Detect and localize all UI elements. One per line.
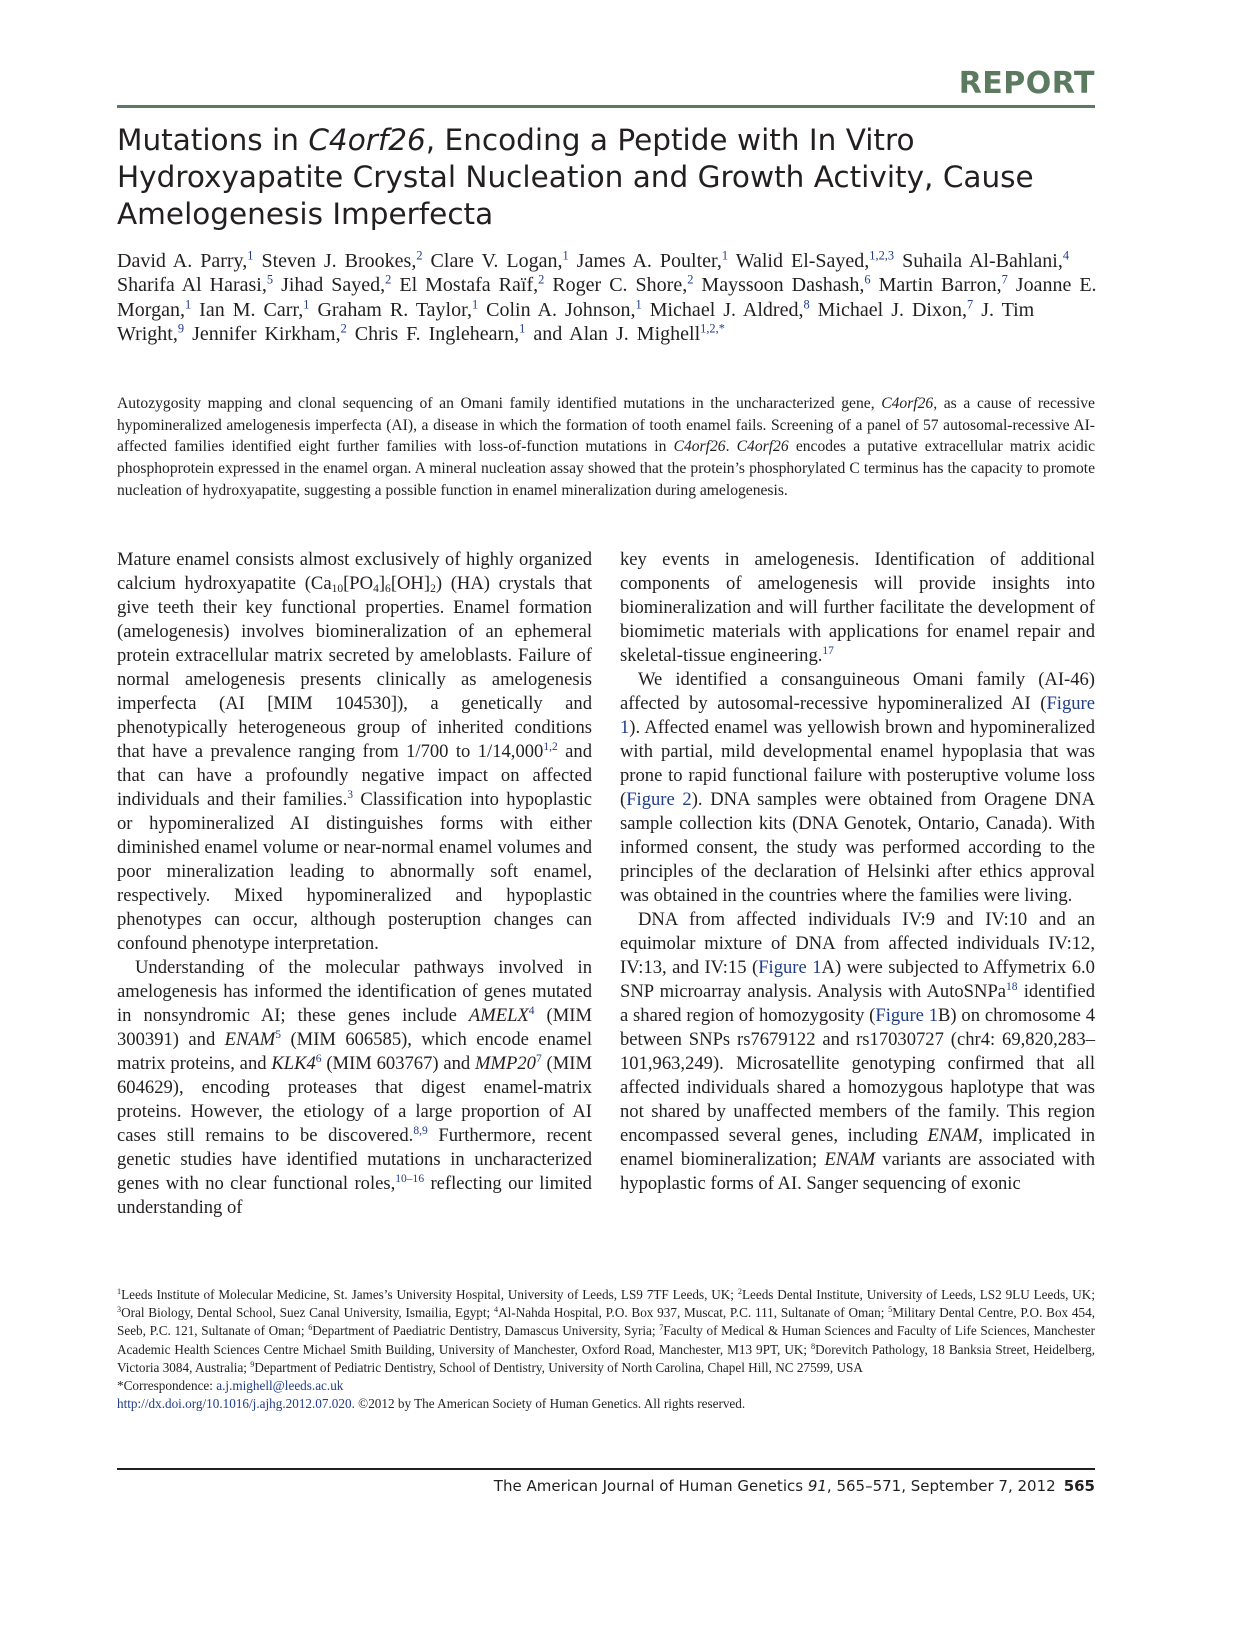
author-affiliation-marker[interactable]: 1: [721, 248, 729, 263]
page-footer: [494, 1477, 1095, 1495]
author: [281, 274, 391, 296]
author-name: J. Tim Wright,: [117, 298, 1035, 345]
author-name: Steven J. Brookes,: [261, 250, 417, 272]
title-rest: , Encoding a Peptide with In Vitro Hydroxyapatite Crystal Nucleation and Growth Activity, Cause Amelogenesis Imperfecta: [117, 123, 1034, 231]
author-affiliation-marker[interactable]: 7: [1001, 272, 1008, 287]
author-name: Michael J. Dixon,: [817, 298, 967, 321]
author-affiliation-marker[interactable]: 1,2,*: [700, 321, 725, 336]
reference-link[interactable]: 10–16: [395, 1173, 425, 1186]
affiliation-list: $^1$Leeds Institute of Molecular Medicine, St. James’s University Hospital, University of Leeds, LS9 7TF Leeds, UK; $^2$Leeds Dental Institute, University of Leeds, LS2 9LU Leeds, UK; $^3$Oral Biology, Dental School, Suez Canal University, Ismailia, Egypt; $^4$Al-Nahda Hospital, P.O. Box 937, Muscat, P.C. 111, Sultanate of Oman; $^5$Military Dental Centre, P.O. Box 454, Seeb, P.C. 121, Sultanate of Oman; $^6$Department of Paediatric Dentistry, Damascus University, Syria; $^7$Faculty of Medical & Human Sciences and Faculty of Life Sciences, Manchester Academic Health Sciences Centre Michael Smith Building, University of Manchester, Oxford Road, Manchester, M13 9PT, UK; $^8$Dorevitch Pathology, 18 Banksia Street, Heidelberg, Victoria 3084, Australia; $^9$Department of Pediatric Dentistry, School of Dentistry, University of North Carolina, Chapel Hill, NC 27599, USA: [117, 1287, 1095, 1375]
author: [199, 299, 309, 321]
author-name: Sharifa Al Harasi,: [117, 274, 267, 297]
gene-name: C4orf26: [673, 438, 726, 456]
author: [431, 250, 569, 272]
author-name: and Alan J. Mighell: [533, 322, 701, 345]
abstract-text: .: [725, 438, 737, 456]
body-paragraph: DNA from affected individuals IV:9 and IV:10 and an equimolar mixture of DNA from affected individuals IV:12, IV:13, and IV:15 (Figure 1A) were subjected to Affymetrix 6.0 SNP microarray analysis. Analysis with AutoSNPa$^{18}$ identified a shared region of homozygosity (Figure 1B) on chromosome 4 between SNPs rs7679122 and rs17030727 (chr4: 69,820,283–101,963,249). Microsatellite genotyping confirmed that all affected individuals shared a homozygous haplotype that was not shared by unaffected members of the family. This region encompassed several genes, including ENAM, implicated in enamel biomineralization; ENAM variants are associated with hypoplastic forms of AI. Sanger sequencing of exonic: [620, 909, 1095, 1194]
author-name: Michael J. Aldred,: [649, 298, 804, 321]
author: [701, 274, 870, 296]
author: [486, 299, 642, 321]
journal-pages: , 565–571, September 7, 2012: [826, 1477, 1056, 1495]
journal-volume: 91: [807, 1477, 827, 1495]
abstract-text: encodes a putative extracellular matrix acidic phosphoprotein expressed in the enamel organ. A mineral nucleation assay showed that the protein’s phosphorylated C terminus has the capacity to promote nucleation of hydroxyapatite, suggesting a possible function in enamel mineralization during amelogenesis.: [117, 438, 1095, 499]
affiliations: [117, 1286, 1095, 1413]
author-affiliation-marker[interactable]: 1: [562, 248, 569, 263]
author: [533, 323, 725, 345]
author-affiliation-marker[interactable]: 2: [416, 248, 423, 263]
author-name: Martin Barron,: [878, 274, 1002, 297]
author: [577, 250, 728, 272]
author-affiliation-marker[interactable]: 5: [266, 272, 274, 287]
reference-link[interactable]: 17: [822, 645, 834, 658]
author-name: Mayssoon Dashash,: [701, 274, 865, 297]
gene-name: C4orf26: [736, 438, 789, 456]
author-name: Jihad Sayed,: [281, 274, 386, 297]
figure-link[interactable]: Figure 2: [626, 789, 692, 810]
author-name: Joanne E. Morgan,: [117, 274, 1097, 321]
author-affiliation-marker[interactable]: 9: [177, 321, 185, 336]
author-list: [117, 249, 1107, 346]
reference-link[interactable]: 1,2: [543, 741, 558, 754]
author-name: Colin A. Johnson,: [486, 298, 636, 321]
author: [117, 250, 253, 272]
body-paragraph: Understanding of the molecular pathways involved in amelogenesis has informed the identification of genes mutated in nonsyndromic AI; these genes include AMELX$^4$ (MIM 300391) and ENAM$^5$ (MIM 606585), which encode enamel matrix proteins, and $KLK4^6$ (MIM 603767) and $MMP20^7$ (MIM 604629), encoding proteases that digest enamel-matrix proteins. However, the etiology of a large proportion of AI cases still remains to be discovered.$^{8,9}$ Furthermore, recent genetic studies have identified mutations in uncharacterized genes with no clear functional roles,$^{10-16}$ reflecting our limited understanding of: [117, 957, 592, 1218]
author: [879, 274, 1008, 296]
reference-link[interactable]: 3: [347, 789, 353, 802]
abstract-text: Autozygosity mapping and clonal sequencing of an Omani family identified mutations in the uncharacterized gene,: [117, 395, 882, 412]
body-column-right: [620, 548, 1095, 1196]
author-affiliation-marker[interactable]: 1: [247, 248, 254, 263]
author: [355, 323, 526, 345]
author-affiliation-marker[interactable]: 1: [635, 297, 642, 312]
author-affiliation-marker[interactable]: 2: [385, 272, 392, 287]
gene-name: MMP20: [475, 1053, 536, 1074]
figure-link[interactable]: Figure 1: [758, 957, 822, 978]
footer-rule: [117, 1468, 1095, 1470]
author-affiliation-marker[interactable]: 2: [538, 272, 545, 287]
author-affiliation-marker[interactable]: 4: [1062, 248, 1070, 263]
gene-name: ENAM: [824, 1149, 876, 1170]
gene-name: ENAM: [224, 1029, 276, 1050]
author: [552, 274, 693, 296]
author-name: James A. Poulter,: [576, 250, 722, 272]
gene-name: KLK4: [271, 1053, 316, 1074]
doi-line: http://dx.doi.org/10.1016/j.ajhg.2012.07.020. ©2012 by The American Society of Human Genetics. All rights reserved.: [117, 1396, 746, 1412]
author-affiliation-marker[interactable]: 6: [864, 272, 871, 287]
author: [261, 250, 422, 272]
gene-name: C4orf26,: [881, 395, 938, 412]
reference-link[interactable]: 7: [535, 1053, 542, 1066]
reference-link[interactable]: 18: [1006, 981, 1018, 994]
author: [192, 323, 347, 345]
author-affiliation-marker[interactable]: 8: [803, 297, 810, 312]
author-name: Chris F. Inglehearn,: [354, 322, 520, 345]
author: [399, 274, 544, 296]
journal-name: The American Journal of Human Genetics: [493, 1477, 808, 1495]
author-name: Jennifer Kirkham,: [192, 322, 341, 345]
author-name: El Mostafa Raïf,: [399, 274, 539, 297]
author: [317, 299, 478, 321]
title-gene: C4orf26: [308, 123, 426, 157]
author: [117, 274, 273, 296]
reference-link[interactable]: 5: [275, 1029, 282, 1042]
abstract: [117, 393, 1095, 502]
body-column-left: [117, 548, 592, 1220]
email-link[interactable]: a.j.mighell@leeds.ac.uk: [216, 1378, 344, 1394]
reference-link[interactable]: 8,9: [413, 1125, 428, 1138]
author-name: Clare V. Logan,: [430, 250, 563, 272]
author: [736, 250, 894, 272]
author-affiliation-marker[interactable]: 1: [519, 321, 526, 336]
title-prefix: Mutations in: [117, 123, 309, 157]
author: [818, 299, 974, 321]
correspondence: *Correspondence: a.j.mighell@leeds.ac.uk: [117, 1378, 344, 1394]
figure-link[interactable]: Figure 1: [620, 693, 1095, 738]
author-affiliation-marker[interactable]: 1: [471, 297, 479, 312]
author-affiliation-marker[interactable]: 1: [303, 297, 310, 312]
author: [902, 250, 1069, 272]
body-paragraph: key events in amelogenesis. Identification of additional components of amelogenesis will provide insights into biomineralization and will further facilitate the development of biomimetic materials with applications for enamel repair and skeletal-tissue engineering.$^{17}$: [620, 549, 1095, 666]
reference-link[interactable]: 6: [315, 1053, 322, 1066]
gene-name: ENAM: [927, 1125, 979, 1146]
author-name: Suhaila Al-Bahlani,: [902, 250, 1063, 272]
author-affiliation-marker[interactable]: 1: [184, 297, 192, 312]
doi-link[interactable]: http://dx.doi.org/10.1016/j.ajhg.2012.07.020.: [117, 1396, 355, 1412]
body-paragraph: We identified a consanguineous Omani family (AI-46) affected by autosomal-recessive hypomineralized AI (Figure 1). Affected enamel was yellowish brown and hypomineralized with partial, mild developmental enamel hypoplasia that was prone to rapid functional failure with posteruptive volume loss (Figure 2). DNA samples were obtained from Oragene DNA sample collection kits (DNA Genotek, Ontario, Canada). With informed consent, the study was performed according to the principles of the declaration of Helsinki after ethics approval was obtained in the countries where the families were living.: [620, 669, 1096, 906]
author-affiliation-marker[interactable]: 2: [340, 321, 347, 336]
reference-link[interactable]: 4: [528, 1005, 535, 1018]
author-affiliation-marker[interactable]: 1,2,3: [869, 248, 895, 263]
report-label: REPORT: [958, 66, 1095, 101]
gene-name: AMELX: [468, 1005, 529, 1026]
header-rule: [117, 105, 1095, 108]
author: [650, 299, 810, 321]
author-affiliation-marker[interactable]: 2: [687, 272, 694, 287]
author-name: David A. Parry,: [117, 250, 248, 272]
abstract-text: as a cause of recessive hypomineralized amelogenesis imperfecta (AI), a disease in which the formation of tooth enamel fails. Screening of a panel of 57 autosomal-recessive AI-affected families identified eight further families with loss-of-function mutations in: [117, 395, 1095, 456]
author-affiliation-marker[interactable]: 7: [966, 297, 974, 312]
body-paragraph: Mature enamel consists almost exclusively of highly organized calcium hydroxyapatite $(Ca_{10}[PO_4]_6[OH]_2)$ (HA) crystals that give teeth their key functional properties. Enamel formation (amelogenesis) involves biomineralization of an ephemeral protein extracellular matrix secreted by ameloblasts. Failure of normal amelogenesis presents clinically as amelogenesis imperfecta (AI [MIM 104530]), a genetically and phenotypically heterogeneous group of inherited conditions that have a prevalence ranging from 1/700 to 1/14,000$^{1,2}$ and that can have a profoundly negative impact on affected individuals and their families.$^3$ Classification into hypoplastic or hypomineralized AI distinguishes forms with either diminished enamel volume or near-normal enamel volumes and poor mineralization leading to abnormally soft enamel, respectively. Mixed hypomineralized and hypoplastic phenotypes can occur, although posteruption changes can confound phenotype interpretation.: [117, 549, 593, 954]
figure-link[interactable]: Figure 1: [875, 1005, 939, 1026]
page-number: 565: [1063, 1477, 1095, 1495]
author-name: Ian M. Carr,: [199, 298, 304, 321]
author-name: Graham R. Taylor,: [317, 298, 472, 321]
author-name: Walid El-Sayed,: [735, 250, 870, 272]
author-name: Roger C. Shore,: [552, 274, 688, 297]
article-title: [117, 122, 1077, 233]
